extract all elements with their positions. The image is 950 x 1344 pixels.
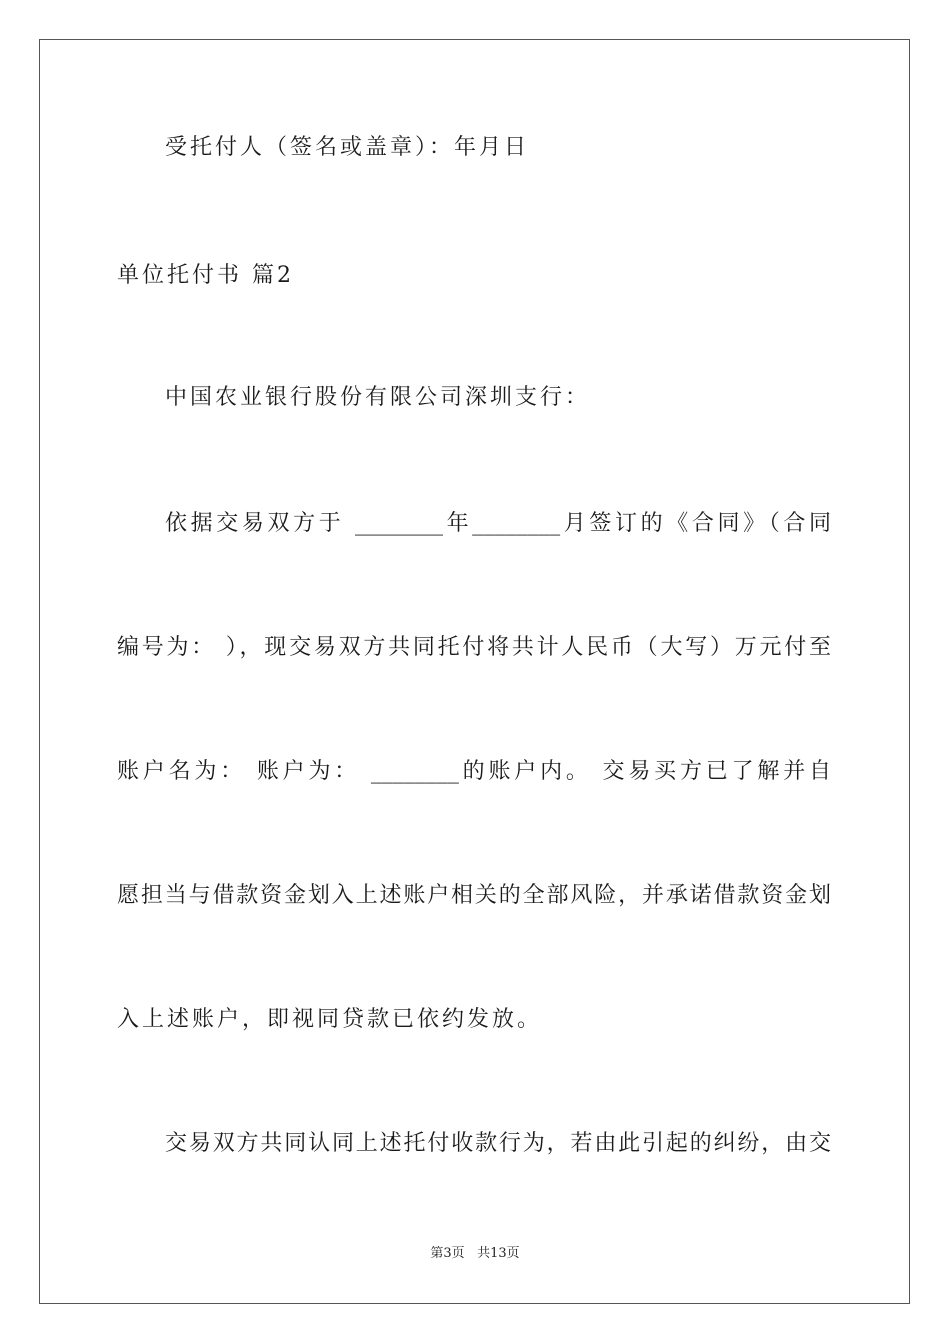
paragraph-1-line-4: 愿担当与借款资金划入上述账户相关的全部风险，并承诺借款资金划 xyxy=(117,883,831,908)
page-border xyxy=(39,39,910,1304)
section-heading: 单位托付书 篇2 xyxy=(117,263,294,288)
page-total: 共13页 xyxy=(477,1246,520,1261)
paragraph-1-line-2: 编号为： ），现交易双方共同托付将共计人民币（大写）万元付至 xyxy=(117,635,831,660)
signature-line: 受托付人（签名或盖章）：年月日 xyxy=(165,135,530,160)
addressee-line: 中国农业银行股份有限公司深圳支行： xyxy=(165,385,591,410)
paragraph-1-line-1: 依据交易双方于 ________年________月签订的《合同》（合同 xyxy=(165,511,831,536)
paragraph-1-line-5: 入上述账户，即视同贷款已依约发放。 xyxy=(117,1007,543,1032)
paragraph-1-line-3: 账户名为： 账户为： ________的账户内。 交易买方已了解并自 xyxy=(117,759,831,784)
page-number: 第3页 xyxy=(430,1246,465,1261)
paragraph-2-line-1: 交易双方共同认同上述托付收款行为，若由此引起的纠纷，由交 xyxy=(165,1131,831,1156)
page-footer xyxy=(0,1244,950,1264)
